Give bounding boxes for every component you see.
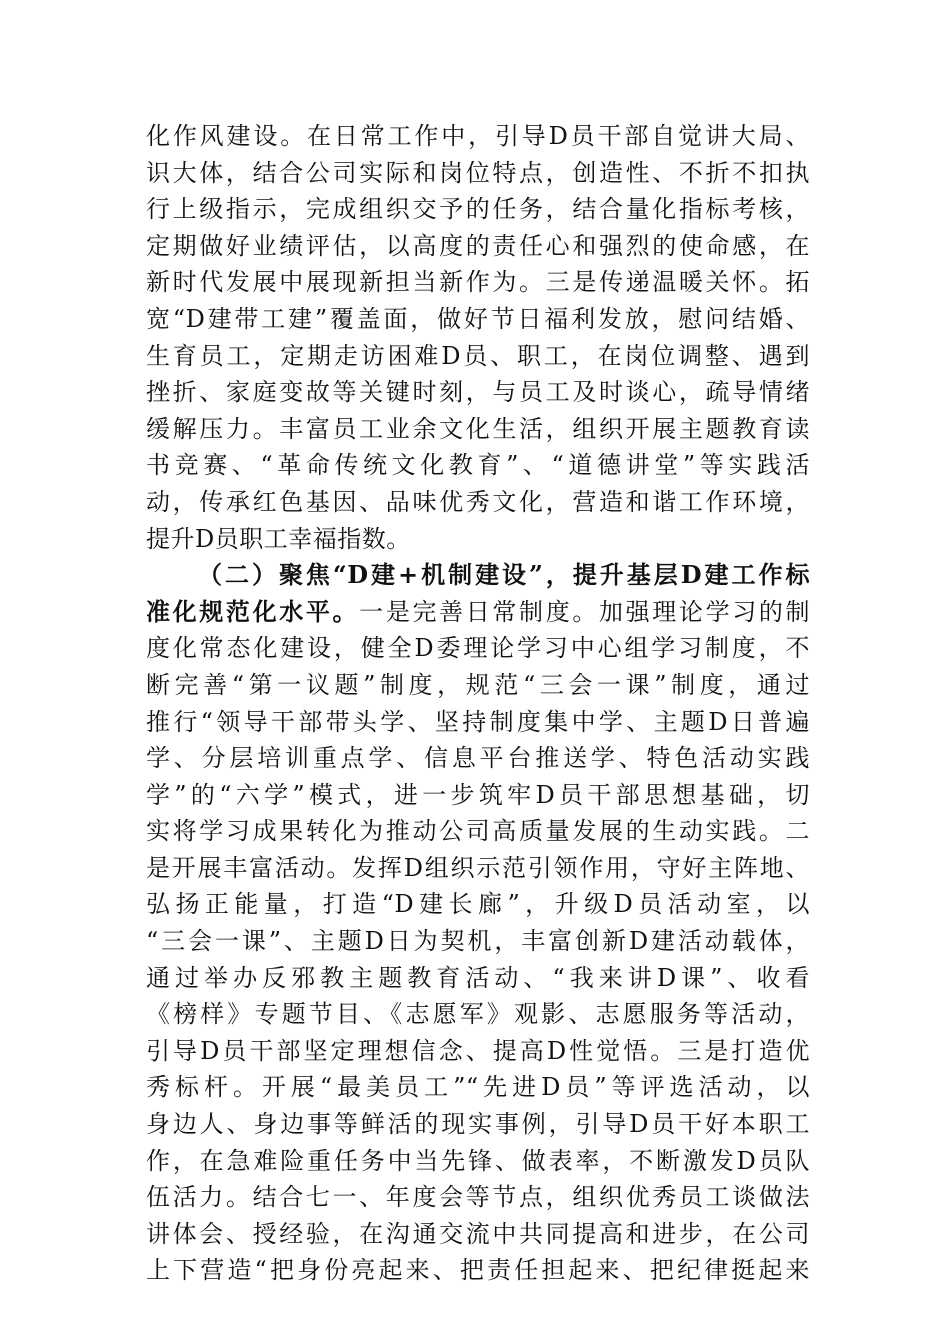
paragraph-line: 定期做好业绩评估，以高度的责任心和强烈的使命感，在 xyxy=(146,231,810,260)
paragraph-line: 《榜样》专题节目、《志愿军》观影、志愿服务等活动， xyxy=(146,1000,810,1029)
section-heading-tail: 准化规范化水平。 xyxy=(146,596,360,626)
paragraph-line: 行上级指示，完成组织交予的任务，结合量化指标考核， xyxy=(146,195,810,224)
paragraph-line: “三会一课”、主题D日为契机，丰富创新D建活动载体， xyxy=(146,927,810,956)
paragraph-line: 度化常态化建设，健全D委理论学习中心组学习制度，不 xyxy=(146,634,810,663)
paragraph-line: 通过举办反邪教主题教育活动、“我来讲D课”、收看 xyxy=(146,963,810,992)
paragraph-line: 伍活力。结合七一、年度会等节点，组织优秀员工谈做法 xyxy=(146,1183,810,1212)
paragraph-line: 书竞赛、“革命传统文化教育”、“道德讲堂”等实践活 xyxy=(146,451,810,480)
paragraph-line: 动，传承红色基因、品味优秀文化，营造和谐工作环境， xyxy=(146,487,810,516)
paragraph-line: 引导D员干部坚定理想信念、提高D性觉悟。三是打造优 xyxy=(146,1036,810,1065)
paragraph-text: 一是完善日常制度。加强理论学习的制 xyxy=(359,597,810,626)
paragraph-line: 生育员工，定期走访困难D员、职工，在岗位调整、遇到 xyxy=(146,341,810,370)
paragraph-line: 学、分层培训重点学、信息平台推送学、特色活动实践 xyxy=(146,744,810,773)
paragraph-line: 挫折、家庭变故等关键时刻，与员工及时谈心，疏导情绪 xyxy=(146,378,810,407)
paragraph-line: 缓解压力。丰富员工业余文化生活，组织开展主题教育读 xyxy=(146,414,810,443)
paragraph-2 xyxy=(146,557,810,1289)
paragraph-line: 上下营造“把身份亮起来、把责任担起来、把纪律挺起来 xyxy=(146,1256,810,1285)
paragraph-line: 新时代发展中展现新担当新作为。三是传递温暖关怀。拓 xyxy=(146,268,810,297)
paragraph-line: 宽“D建带工建”覆盖面，做好节日福利发放，慰问结婚、 xyxy=(146,304,810,333)
paragraph-line: 讲体会、授经验，在沟通交流中共同提高和进步，在公司 xyxy=(146,1219,810,1248)
paragraph-line: 断完善“第一议题”制度，规范“三会一课”制度，通过 xyxy=(146,670,810,699)
paragraph-line: 实将学习成果转化为推动公司高质量发展的生动实践。二 xyxy=(146,817,810,846)
paragraph-line: 秀标杆。开展“最美员工”“先进D员”等评选活动，以 xyxy=(146,1073,810,1102)
section-heading-line: （二）聚焦“D建+机制建设”，提升基层D建工作标 xyxy=(198,560,810,590)
document-page xyxy=(146,118,810,1289)
paragraph-line: 化作风建设。在日常工作中，引导D员干部自觉讲大局、 xyxy=(146,122,810,150)
paragraph-1 xyxy=(146,118,810,557)
paragraph-line xyxy=(146,594,810,631)
paragraph-line: 弘扬正能量，打造“D建长廊”，升级D员活动室，以 xyxy=(146,890,810,919)
paragraph-line: 提升D员职工幸福指数。 xyxy=(146,524,411,553)
paragraph-line: 是开展丰富活动。发挥D组织示范引领作用，守好主阵地、 xyxy=(146,853,810,882)
paragraph-line: 推行“领导干部带头学、坚持制度集中学、主题D日普遍 xyxy=(146,707,810,736)
paragraph-line: 作，在急难险重任务中当先锋、做表率，不断激发D员队 xyxy=(146,1146,810,1175)
paragraph-line: 学”的“六学”模式，进一步筑牢D员干部思想基础，切 xyxy=(146,780,810,809)
paragraph-line: 识大体，结合公司实际和岗位特点，创造性、不折不扣执 xyxy=(146,158,810,187)
paragraph-line: 身边人、身边事等鲜活的现实事例，引导D员干好本职工 xyxy=(146,1110,810,1139)
